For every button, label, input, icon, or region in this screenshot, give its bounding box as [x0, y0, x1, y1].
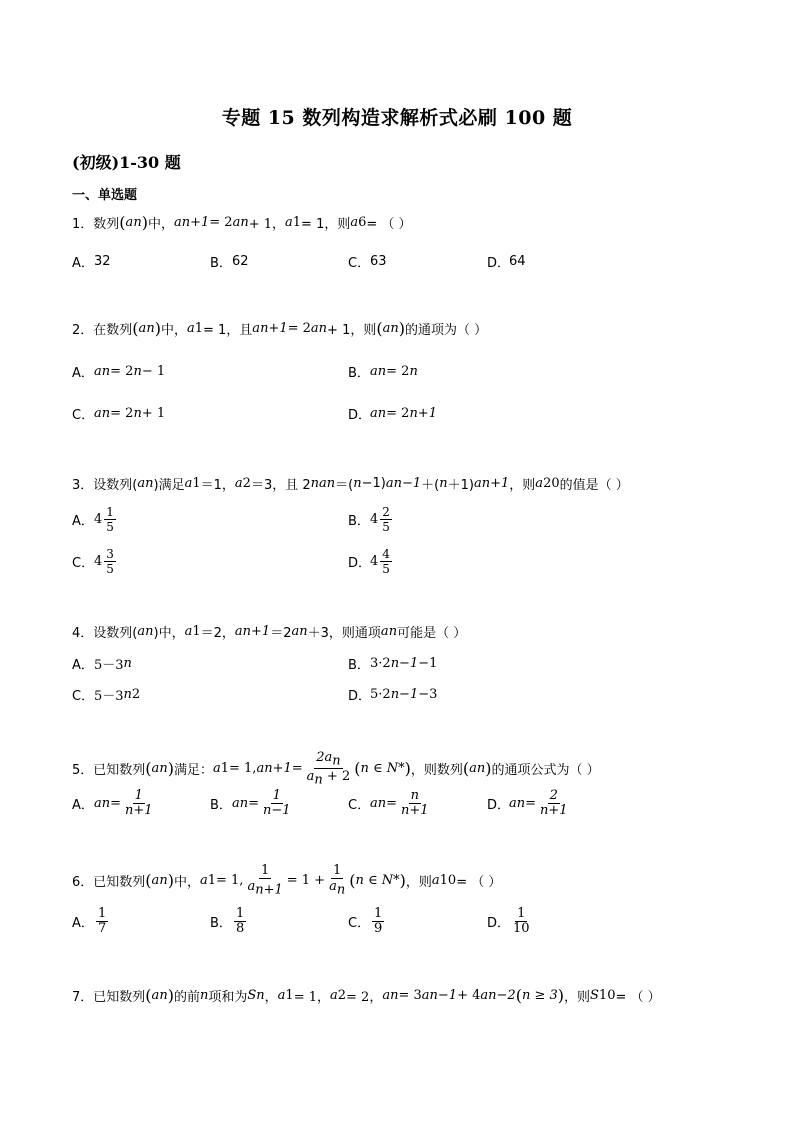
q2-option-b[interactable]: B． a n = 2 n [348, 364, 418, 381]
q6-option-d[interactable]: D． $\frac{1}{10}$ [487, 906, 530, 936]
q1-option-c[interactable]: C． 63 [348, 254, 387, 271]
question-3: 3． 设数列( a n )满足 a 1 ＝1， a 2 ＝3，且 2 n a n ＝( n −1) a n−1 ＋( n ＋1) a n+1 ，则 a 20 的值是（ ） [72, 476, 629, 493]
q4-option-d[interactable]: D． 5·2 n−1 −3 [348, 687, 438, 704]
q4-option-b[interactable]: B． 3·2 n−1 −1 [348, 656, 438, 673]
question-1: 1． 数列 ( a n ) 中， a n+1 = 2 a n + 1， a 1 = 1，则 a 6 = （ ） [72, 213, 412, 232]
q6-option-a[interactable]: A． $\frac{1}{7}$ [72, 906, 107, 936]
q5-option-c[interactable]: C． a n = $\frac{n}{n+1}$ [348, 788, 429, 818]
q5-option-d[interactable]: D． a n = $\frac{2}{n+1}$ [487, 788, 568, 818]
q1-option-b[interactable]: B． 62 [210, 254, 249, 271]
q2-option-a[interactable]: A． a n = 2 n − 1 [72, 364, 166, 381]
q1-option-a[interactable]: A． 32 [72, 254, 111, 271]
q2-option-c[interactable]: C． a n = 2 n + 1 [72, 406, 166, 423]
q3-option-b[interactable]: B． 4 $\frac{2}{5}$ [348, 505, 390, 534]
q2-option-d[interactable]: D． a n = 2 n+1 [348, 406, 437, 423]
question-7: 7． 已知数列 ( a n ) 的前 n 项和为 S n ， a 1 = 1， a 2 = 2， a n = 3 a n−1 + 4 a n−2 ( n ≥ 3 ) ，则 S 10 = （ ） [72, 986, 661, 1005]
page-title: 专题 15 数列构造求解析式必刷 100 题 [221, 107, 573, 129]
q5-option-b[interactable]: B． a n = $\frac{1}{n-1}$ [210, 788, 291, 818]
q4-option-a[interactable]: A． 5－3 n [72, 656, 132, 673]
section-heading: 一、单选题 [72, 188, 138, 203]
q1-option-d[interactable]: D． 64 [487, 254, 526, 271]
q6-option-b[interactable]: B． $\frac{1}{8}$ [210, 906, 245, 936]
q3-option-a[interactable]: A． 4 $\frac{1}{5}$ [72, 505, 114, 534]
question-4: 4． 设数列( a n )中， a 1 ＝2， a n+1 ＝2 a n ＋3，则通项 a n 可能是（ ） [72, 624, 467, 641]
question-2: 2． 在数列 ( a n ) 中， a 1 = 1，且 a n+1 = 2 a n + 1，则 ( a n ) 的通项为（ ） [72, 319, 488, 338]
q3-option-d[interactable]: D． 4 $\frac{4}{5}$ [348, 547, 390, 576]
q3-option-c[interactable]: C． 4 $\frac{3}{5}$ [72, 547, 114, 576]
q4-option-c[interactable]: C． 5－3 n 2 [72, 687, 141, 704]
subtitle: (初级)1-30 题 [72, 153, 181, 172]
question-5: 5． 已知数列 ( a n ) 满足： a 1 = 1, a n+1 = $\frac{2a_n}{a_n + 2}$ ( n ∈ N* ) ，则数列 ( a n ) 的通项公式为（ ） [72, 750, 600, 788]
q6-option-c[interactable]: C． $\frac{1}{9}$ [348, 906, 383, 936]
q5-option-a[interactable]: A． a n = $\frac{1}{n+1}$ [72, 788, 153, 818]
question-6: 6． 已知数列 ( a n ) 中， a 1 = 1, $\frac{1}{a_{n+1}}$ = 1 + $\frac{1}{a_n}$ ( n ∈ N* ) ，则 a 10 = （ ） [72, 863, 502, 898]
